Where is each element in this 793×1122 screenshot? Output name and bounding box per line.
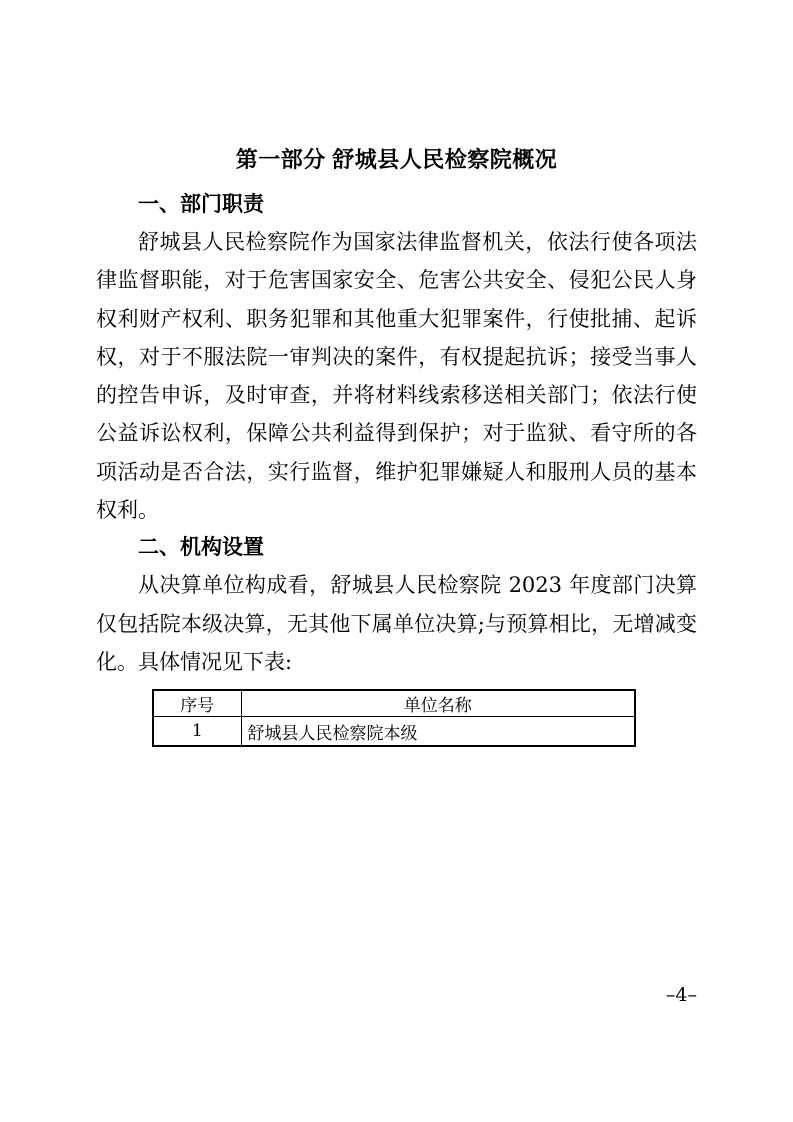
document-title: 第一部分 舒城县人民检察院概况 bbox=[235, 147, 558, 172]
column-header-serial-number: 序号 bbox=[153, 690, 241, 717]
cell-serial-number: 1 bbox=[153, 717, 241, 746]
section-heading-department-duties: 一、部门职责 bbox=[138, 193, 264, 216]
column-header-unit-name: 单位名称 bbox=[241, 690, 635, 717]
units-table bbox=[152, 689, 636, 747]
page-number: –4– bbox=[665, 984, 697, 1006]
section-heading-organization-setup: 二、机构设置 bbox=[138, 536, 264, 560]
paragraph-organization-setup: 从决算单位构成看，舒城县人民检察院 2023 年度部门决算仅包括院本级决算，无其他下属单位决算;与预算相比，无增减变化。具体情况见下表: bbox=[96, 573, 697, 674]
paragraph-department-duties: 舒城县人民检察院作为国家法律监督机关，依法行使各项法律监督职能，对于危害国家安全、危害公共安全、侵犯公民人身权利财产权利、职务犯罪和其他重大犯罪案件，行使批捕、起诉权，对于不服法院一审判决的案件，有权提起抗诉；接受当事人的控告申诉，及时审查，并将材料线索移送相关部门；依法行使公益诉讼权利，保障公共利益得到保护；对于监狱、看守所的各项活动是否合法，实行监督，维护犯罪嫌疑人和服刑人员的基本权利。 bbox=[96, 230, 697, 523]
units-table-row bbox=[153, 717, 635, 746]
units-table-header-row bbox=[153, 690, 635, 717]
cell-unit-name: 舒城县人民检察院本级 bbox=[241, 717, 635, 746]
